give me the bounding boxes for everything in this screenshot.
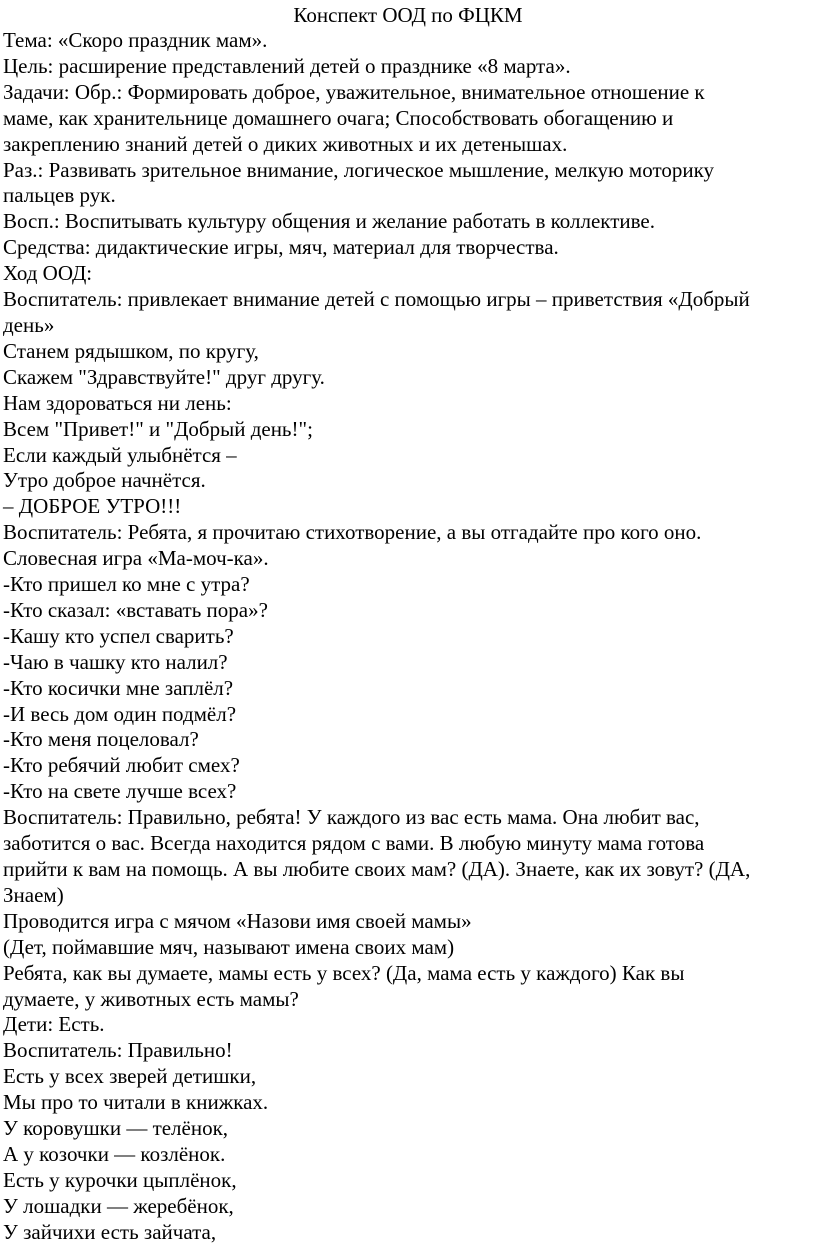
text-line: – ДОБРОЕ УТРО!!! <box>3 494 182 519</box>
text-line: маме, как хранительнице домашнего очага; Способствовать обогащению и <box>3 105 674 130</box>
text-line: Проводится игра с мячом «Назови имя своей мамы» <box>3 908 472 933</box>
text-line: -Кто меня поцеловал? <box>3 727 199 752</box>
text-line: Ребята, как вы думаете, мамы есть у всех? (Да, мама есть у каждого) Как вы <box>3 960 685 985</box>
text-line: Есть у всех зверей детишки, <box>3 1064 257 1089</box>
text-line: Всем "Привет!" и "Добрый день!"; <box>3 416 313 441</box>
text-line: У лошадки — жеребёнок, <box>3 1193 234 1218</box>
text-line: (Дет, поймавшие мяч, называют имена своих мам) <box>3 934 455 959</box>
text-line: Знаем) <box>3 882 64 907</box>
text-line: Воспитатель: Ребята, я прочитаю стихотворение, а вы отгадайте про кого оно. <box>3 520 702 545</box>
text-line: А у козочки — козлёнок. <box>3 1141 226 1166</box>
text-line: -Кто ребячий любит смех? <box>3 753 240 778</box>
text-line: Средства: дидактические игры, мяч, материал для творчества. <box>3 235 559 260</box>
text-line: пальцев рук. <box>3 183 116 208</box>
text-line: думаете, у животных есть мамы? <box>3 986 299 1011</box>
text-line: Ход ООД: <box>3 261 93 286</box>
text-line: -И весь дом один подмёл? <box>3 701 237 726</box>
text-line: Задачи: Обр.: Формировать доброе, уважительное, внимательное отношение к <box>3 79 705 104</box>
text-line: Цель: расширение представлений детей о празднике «8 марта». <box>3 53 571 78</box>
text-line: -Кашу кто успел сварить? <box>3 623 234 648</box>
text-line: Дети: Есть. <box>3 1012 105 1037</box>
text-line: У коровушки — телёнок, <box>3 1116 229 1141</box>
text-line: Восп.: Воспитывать культуру общения и желание работать в коллективе. <box>3 209 655 234</box>
text-line: прийти к вам на помощь. А вы любите своих мам? (ДА). Знаете, как их зовут? (ДА, <box>3 857 751 881</box>
document-title: Конспект ООД по ФЦКМ <box>293 3 523 27</box>
text-line: Если каждый улыбнётся – <box>3 442 237 467</box>
text-line: Нам здороваться ни лень: <box>3 390 232 415</box>
text-line: закреплению знаний детей о диких животных и их детенышах. <box>3 131 568 156</box>
text-line: Раз.: Развивать зрительное внимание, логическое мышление, мелкую моторику <box>3 157 714 182</box>
text-line: -Чаю в чашку кто налил? <box>3 649 228 674</box>
text-line: Станем рядышком, по кругу, <box>3 338 259 363</box>
text-line: день» <box>3 312 55 337</box>
text-line: Тема: «Скоро праздник мам». <box>3 28 268 52</box>
text-line: Воспитатель: Правильно! <box>3 1038 233 1063</box>
text-line: Мы про то читали в книжках. <box>3 1090 269 1115</box>
text-line: Утро доброе начнётся. <box>3 468 206 493</box>
text-line: Словесная игра «Ма-моч-ка». <box>3 546 269 571</box>
text-line: заботится о вас. Всегда находится рядом с вами. В любую минуту мама готова <box>3 831 705 856</box>
text-line: -Кто сказал: «вставать пора»? <box>3 597 268 622</box>
text-line: -Кто на свете лучше всех? <box>3 779 237 804</box>
text-line: -Кто пришел ко мне с утра? <box>3 572 250 597</box>
text-line: Воспитатель: привлекает внимание детей с помощью игры – приветствия «Добрый <box>3 287 750 312</box>
text-line: Воспитатель: Правильно, ребята! У каждого из вас есть мама. Она любит вас, <box>3 805 700 830</box>
text-line: Есть у курочки цыплёнок, <box>3 1167 237 1192</box>
text-line: -Кто косички мне заплёл? <box>3 675 234 700</box>
text-line: Скажем "Здравствуйте!" друг другу. <box>3 364 325 389</box>
document-body <box>0 28 816 1246</box>
text-line: У зайчихи есть зайчата, <box>3 1219 217 1244</box>
